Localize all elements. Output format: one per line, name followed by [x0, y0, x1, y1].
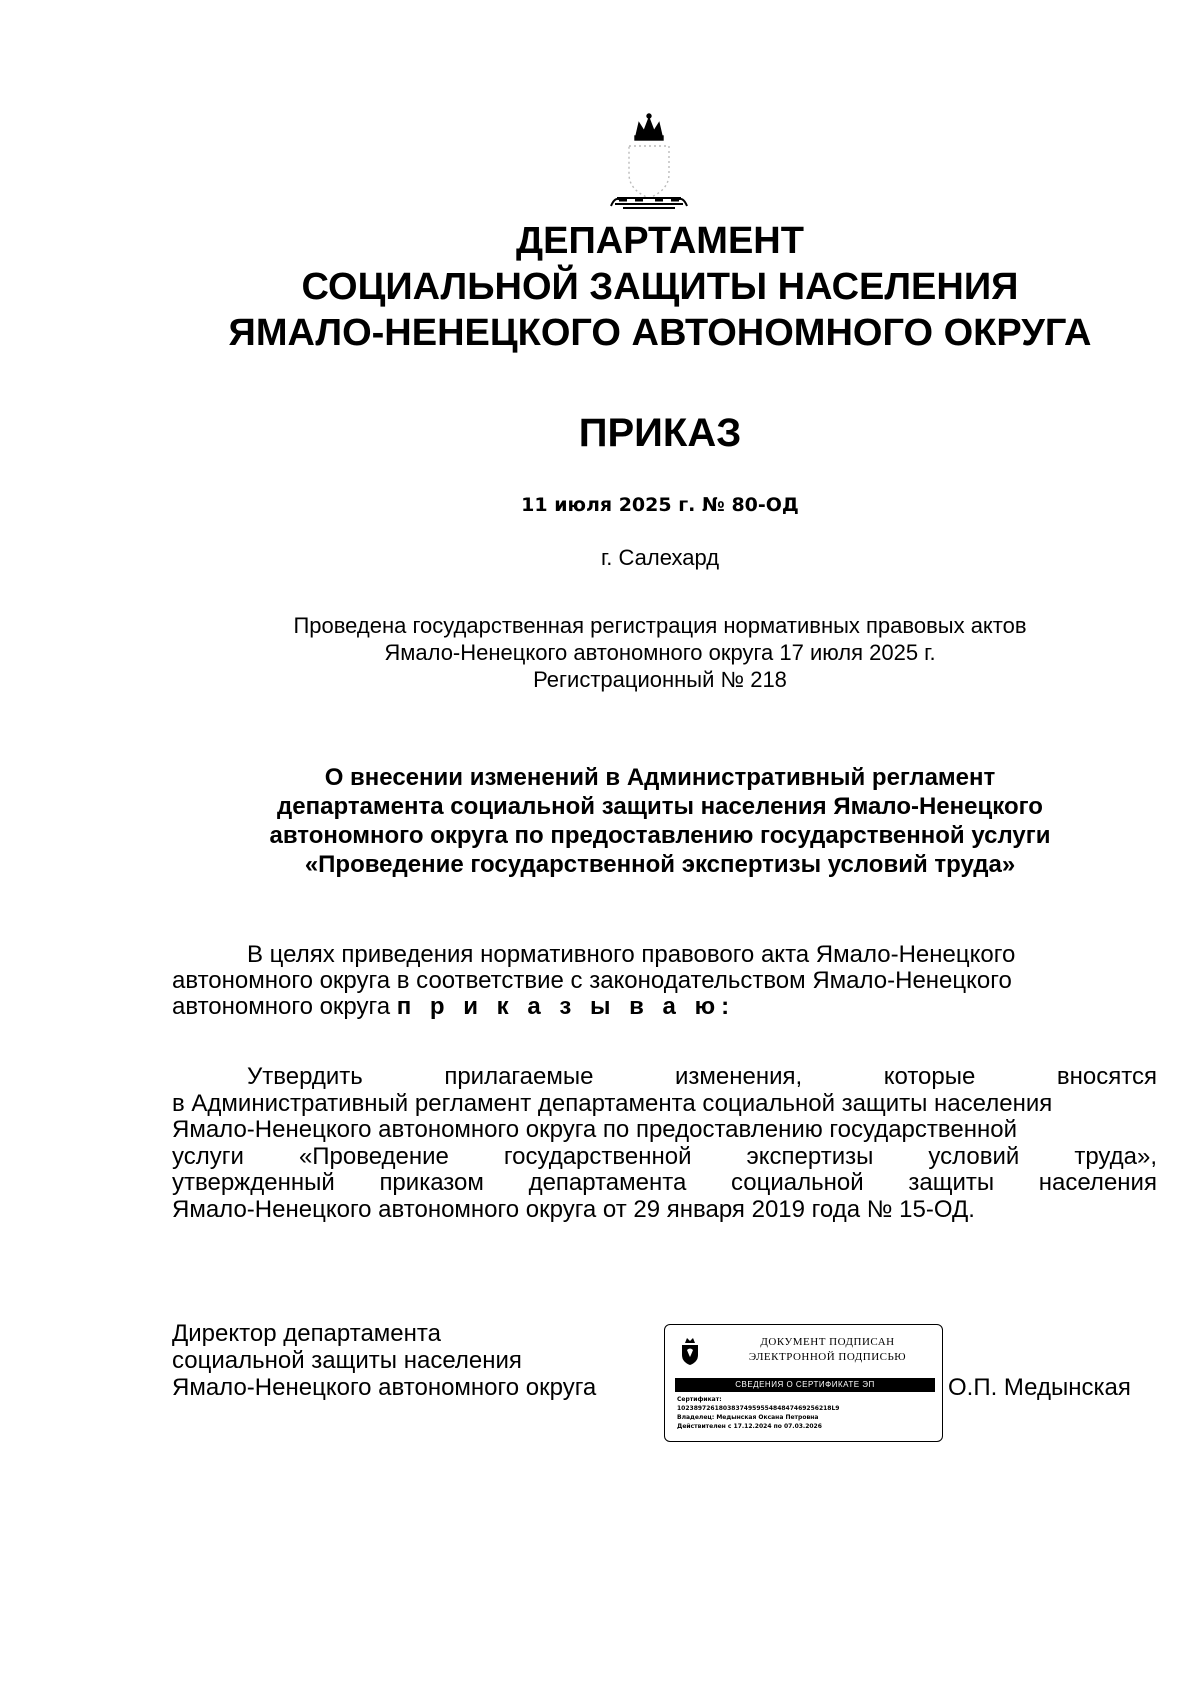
electronic-signature-stamp	[664, 1324, 943, 1442]
stamp-title-line: ДОКУМЕНТ ПОДПИСАН	[760, 1336, 895, 1348]
stamp-certificate-bar: СВЕДЕНИЯ О СЕРТИФИКАТЕ ЭП	[675, 1378, 935, 1392]
order-word: п р и к а з ы в а ю	[396, 993, 722, 1020]
word: защиты	[908, 1169, 995, 1196]
document-type-title: ПРИКАЗ	[578, 411, 742, 455]
paragraph-line	[172, 1064, 1157, 1091]
paragraph-line: автономного округа в соответствие с законодательством Ямало-Ненецкого	[172, 967, 1012, 994]
certificate-validity: Действителен с 17.12.2024 по 07.03.2026	[677, 1423, 822, 1430]
paragraph-line: в Административный регламент департамента социальной защиты населения	[172, 1089, 1053, 1117]
word: условий	[928, 1142, 1020, 1170]
subject-line: департамента социальной защиты населения Ямало-Ненецкого	[277, 793, 1043, 820]
word: департамента	[528, 1169, 687, 1196]
word: Утвердить	[247, 1063, 363, 1090]
position-line: Ямало-Ненецкого автономного округа	[172, 1374, 597, 1401]
coat-of-arms-emblem	[605, 112, 693, 214]
department-name	[0, 218, 1200, 356]
certificate-owner: Владелец: Медынская Оксана Петровна	[677, 1414, 819, 1421]
word: экспертизы	[746, 1142, 874, 1170]
registration-line: Регистрационный № 218	[533, 667, 787, 692]
word: услуги	[172, 1142, 244, 1170]
paragraph-line: В целях приведения нормативного правового акта Ямало-Ненецкого	[247, 941, 1016, 968]
word: населения	[1038, 1169, 1157, 1196]
city: г. Салехард	[600, 545, 720, 570]
date-number: 11 июля 2025 г. № 80-ОД	[521, 494, 799, 516]
subject-line: автономного округа по предоставлению государственной услуги	[269, 822, 1051, 849]
certificate-label: Сертификат:	[677, 1396, 722, 1403]
paragraph-line: Ямало-Ненецкого автономного округа по предоставлению государственной	[172, 1116, 1017, 1143]
registration-line: Проведена государственная регистрация нормативных правовых актов	[293, 613, 1027, 638]
word: социальной	[731, 1169, 864, 1196]
subject-line: «Проведение государственной экспертизы условий труда»	[304, 851, 1016, 878]
department-line: ДЕПАРТАМЕНТ	[516, 220, 804, 262]
word: утвержденный	[172, 1169, 335, 1196]
word: вносятся	[1056, 1063, 1157, 1090]
word: которые	[883, 1063, 976, 1090]
certificate-number: 1023897261803837495955484847469256218L9	[677, 1405, 840, 1412]
stamp-title	[720, 1335, 935, 1365]
operative-paragraph	[172, 1064, 1157, 1223]
signatory-name: О.П. Медынская	[948, 1374, 1131, 1401]
paragraph-line: Ямало-Ненецкого автономного округа от 29 января 2019 года № 15-ОД.	[172, 1195, 975, 1223]
subject-line: О внесении изменений в Административный регламент	[324, 764, 996, 791]
position-line: социальной защиты населения	[172, 1347, 522, 1374]
word: государственной	[503, 1142, 692, 1170]
paragraph-text: автономного округа	[172, 993, 397, 1020]
registration-line: Ямало-Ненецкого автономного округа 17 июля 2025 г.	[384, 640, 936, 665]
order-subject	[0, 763, 1200, 879]
word: труда»,	[1074, 1142, 1157, 1170]
paragraph-line	[172, 1144, 1157, 1171]
paragraph-line	[172, 994, 1157, 1020]
word: приказом	[379, 1169, 484, 1196]
department-line: ЯМАЛО-НЕНЕЦКОГО АВТОНОМНОГО ОКРУГА	[228, 312, 1092, 354]
registration-note	[0, 612, 1200, 693]
word: изменения,	[675, 1063, 803, 1090]
stamp-title-line: ЭЛЕКТРОННОЙ ПОДПИСЬЮ	[748, 1351, 907, 1363]
stamp-details	[677, 1395, 839, 1431]
preamble-paragraph	[172, 942, 1157, 1020]
signatory-position	[172, 1320, 596, 1401]
order-colon: :	[721, 993, 730, 1020]
word: «Проведение	[298, 1142, 449, 1170]
stamp-emblem-icon	[679, 1337, 701, 1367]
paragraph-line	[172, 1170, 1157, 1197]
position-line: Директор департамента	[172, 1320, 441, 1347]
word: прилагаемые	[444, 1063, 594, 1090]
department-line: СОЦИАЛЬНОЙ ЗАЩИТЫ НАСЕЛЕНИЯ	[301, 266, 1019, 308]
